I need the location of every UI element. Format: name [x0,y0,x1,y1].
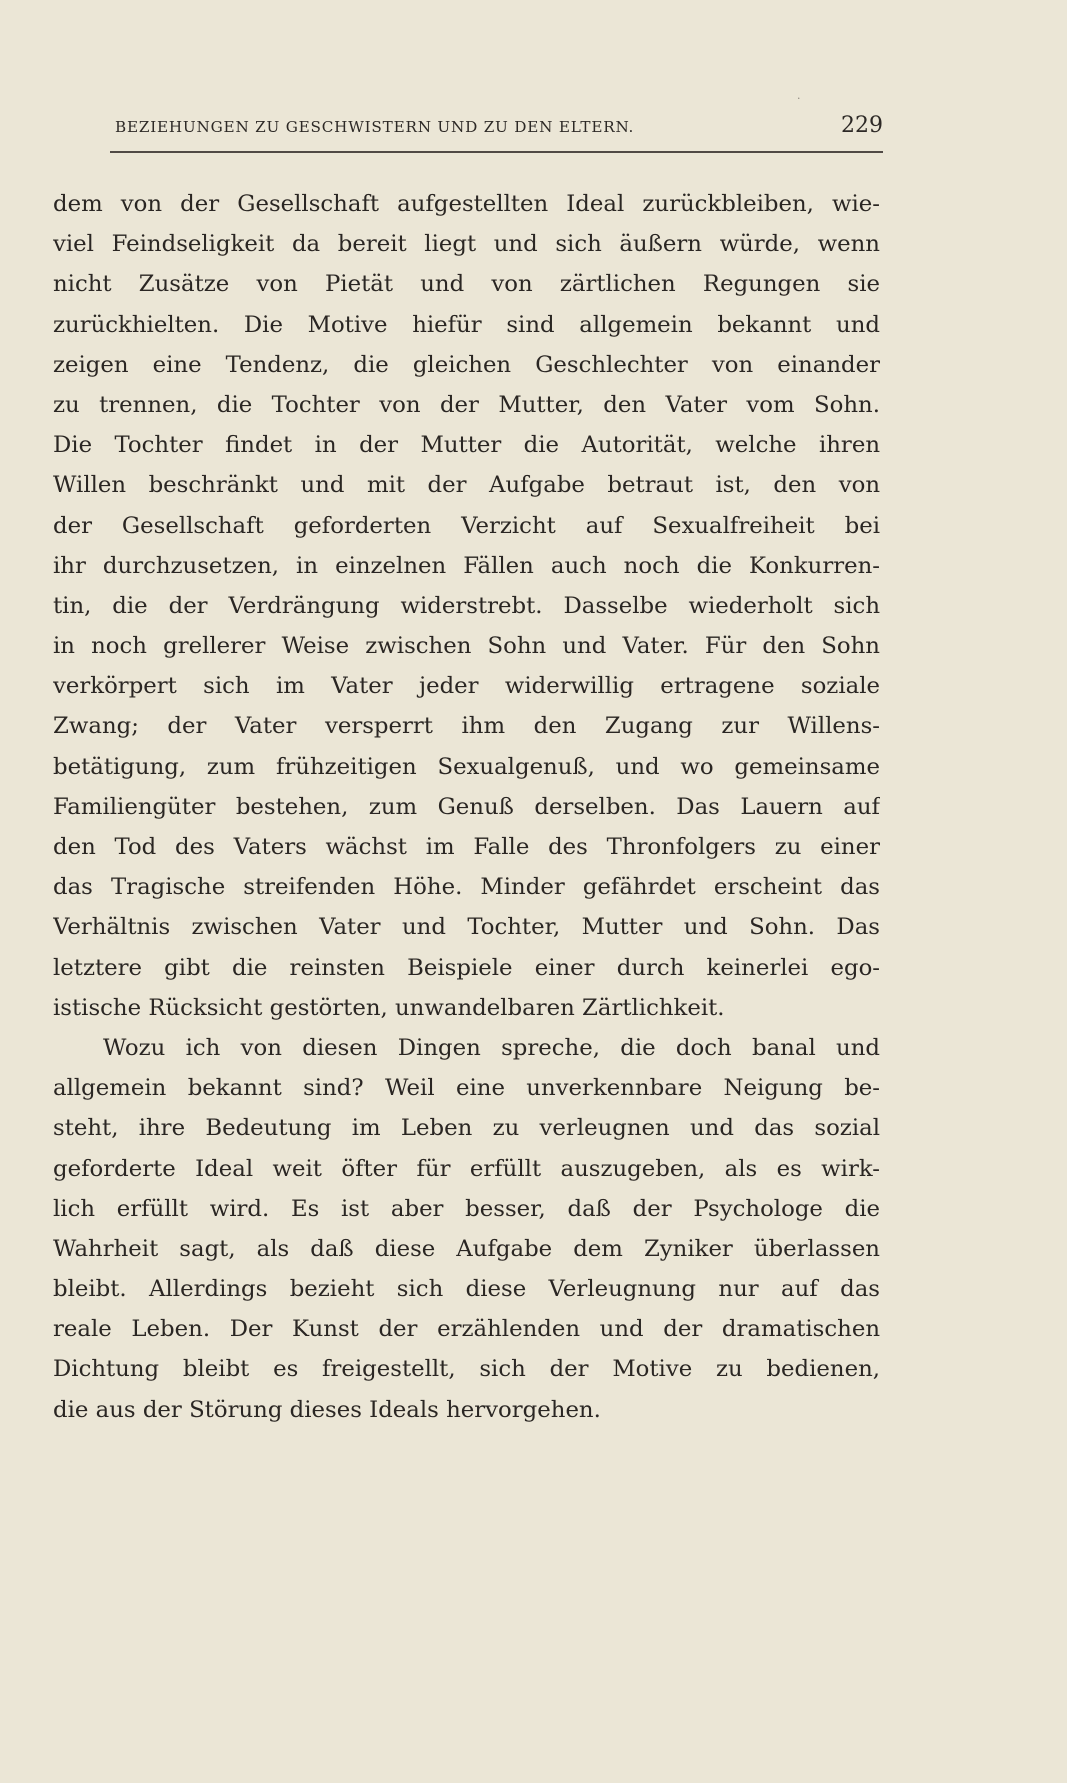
text-line: zeigen eine Tendenz, die gleichen Geschlechter von einander [53,351,880,378]
text-line: Wahrheit sagt, als daß diese Aufgabe dem Zyniker überlassen [53,1235,880,1262]
page-number: 229 [841,113,883,138]
text-line: das Tragische streifenden Höhe. Minder gefährdet erscheint das [53,874,880,901]
text-line: Verhältnis zwischen Vater und Tochter, Mutter und Sohn. Das [53,914,880,941]
text-line: reale Leben. Der Kunst der erzählenden und der dramatischen [53,1316,880,1343]
text-line: verkörpert sich im Vater jeder widerwillig ertragene soziale [53,673,880,700]
text-line: allgemein bekannt sind? Weil eine unverkennbare Neigung be- [53,1075,880,1102]
text-line: zu trennen, die Tochter von der Mutter, den Vater vom Sohn. [53,391,880,418]
text-line: zurückhielten. Die Motive hiefür sind allgemein bekannt und [53,311,880,338]
text-line: Willen beschränkt und mit der Aufgabe betraut ist, den von [53,472,880,499]
text-line: dem von der Gesellschaft aufgestellten Ideal zurückbleiben, wie- [53,191,880,217]
text-line: istische Rücksicht gestörten, unwandelbaren Zärtlichkeit. [53,994,725,1021]
running-head [115,108,883,144]
text-line: nicht Zusätze von Pietät und von zärtlichen Regungen sie [53,271,880,298]
text-line: den Tod des Vaters wächst im Falle des Thronfolgers zu einer [53,834,880,860]
text-line: Die Tochter findet in der Mutter die Autorität, welche ihren [53,432,880,459]
text-line: Zwang; der Vater versperrt ihm den Zugang zur Willens- [53,713,880,740]
header-rule [110,151,883,153]
text-line: viel Feindseligkeit da bereit liegt und sich äußern würde, wenn [53,231,880,258]
text-line: steht, ihre Bedeutung im Leben zu verleugnen und das sozial [53,1115,880,1142]
running-title: BEZIEHUNGEN ZU GESCHWISTERN UND ZU DEN ELTERN. [115,118,635,136]
text-line: betätigung, zum frühzeitigen Sexualgenuß, und wo gemeinsame [53,753,880,780]
text-line: Wozu ich von diesen Dingen spreche, die doch banal und [103,1034,880,1061]
text-line: tin, die der Verdrängung widerstrebt. Dasselbe wiederholt sich [53,592,880,619]
text-line: lich erfüllt wird. Es ist aber besser, daß der Psychologe die [53,1195,880,1222]
text-line: die aus der Störung dieses Ideals hervorgehen. [53,1396,601,1423]
print-speck: · [797,92,801,105]
text-line: Dichtung bleibt es freigestellt, sich der Motive zu bedienen, [53,1356,880,1383]
text-line: bleibt. Allerdings bezieht sich diese Verleugnung nur auf das [53,1276,880,1303]
text-line: letztere gibt die reinsten Beispiele einer durch keinerlei ego- [53,954,880,981]
body-text [53,184,880,1430]
text-line: Familiengüter bestehen, zum Genuß derselben. Das Lauern auf [53,793,880,820]
text-line: ihr durchzusetzen, in einzelnen Fällen auch noch die Konkurren- [53,552,880,579]
text-line: der Gesellschaft geforderten Verzicht auf Sexualfreiheit bei [53,512,880,539]
text-line: in noch grellerer Weise zwischen Sohn und Vater. Für den Sohn [53,633,880,660]
text-line: geforderte Ideal weit öfter für erfüllt auszugeben, als es wirk- [53,1155,880,1182]
